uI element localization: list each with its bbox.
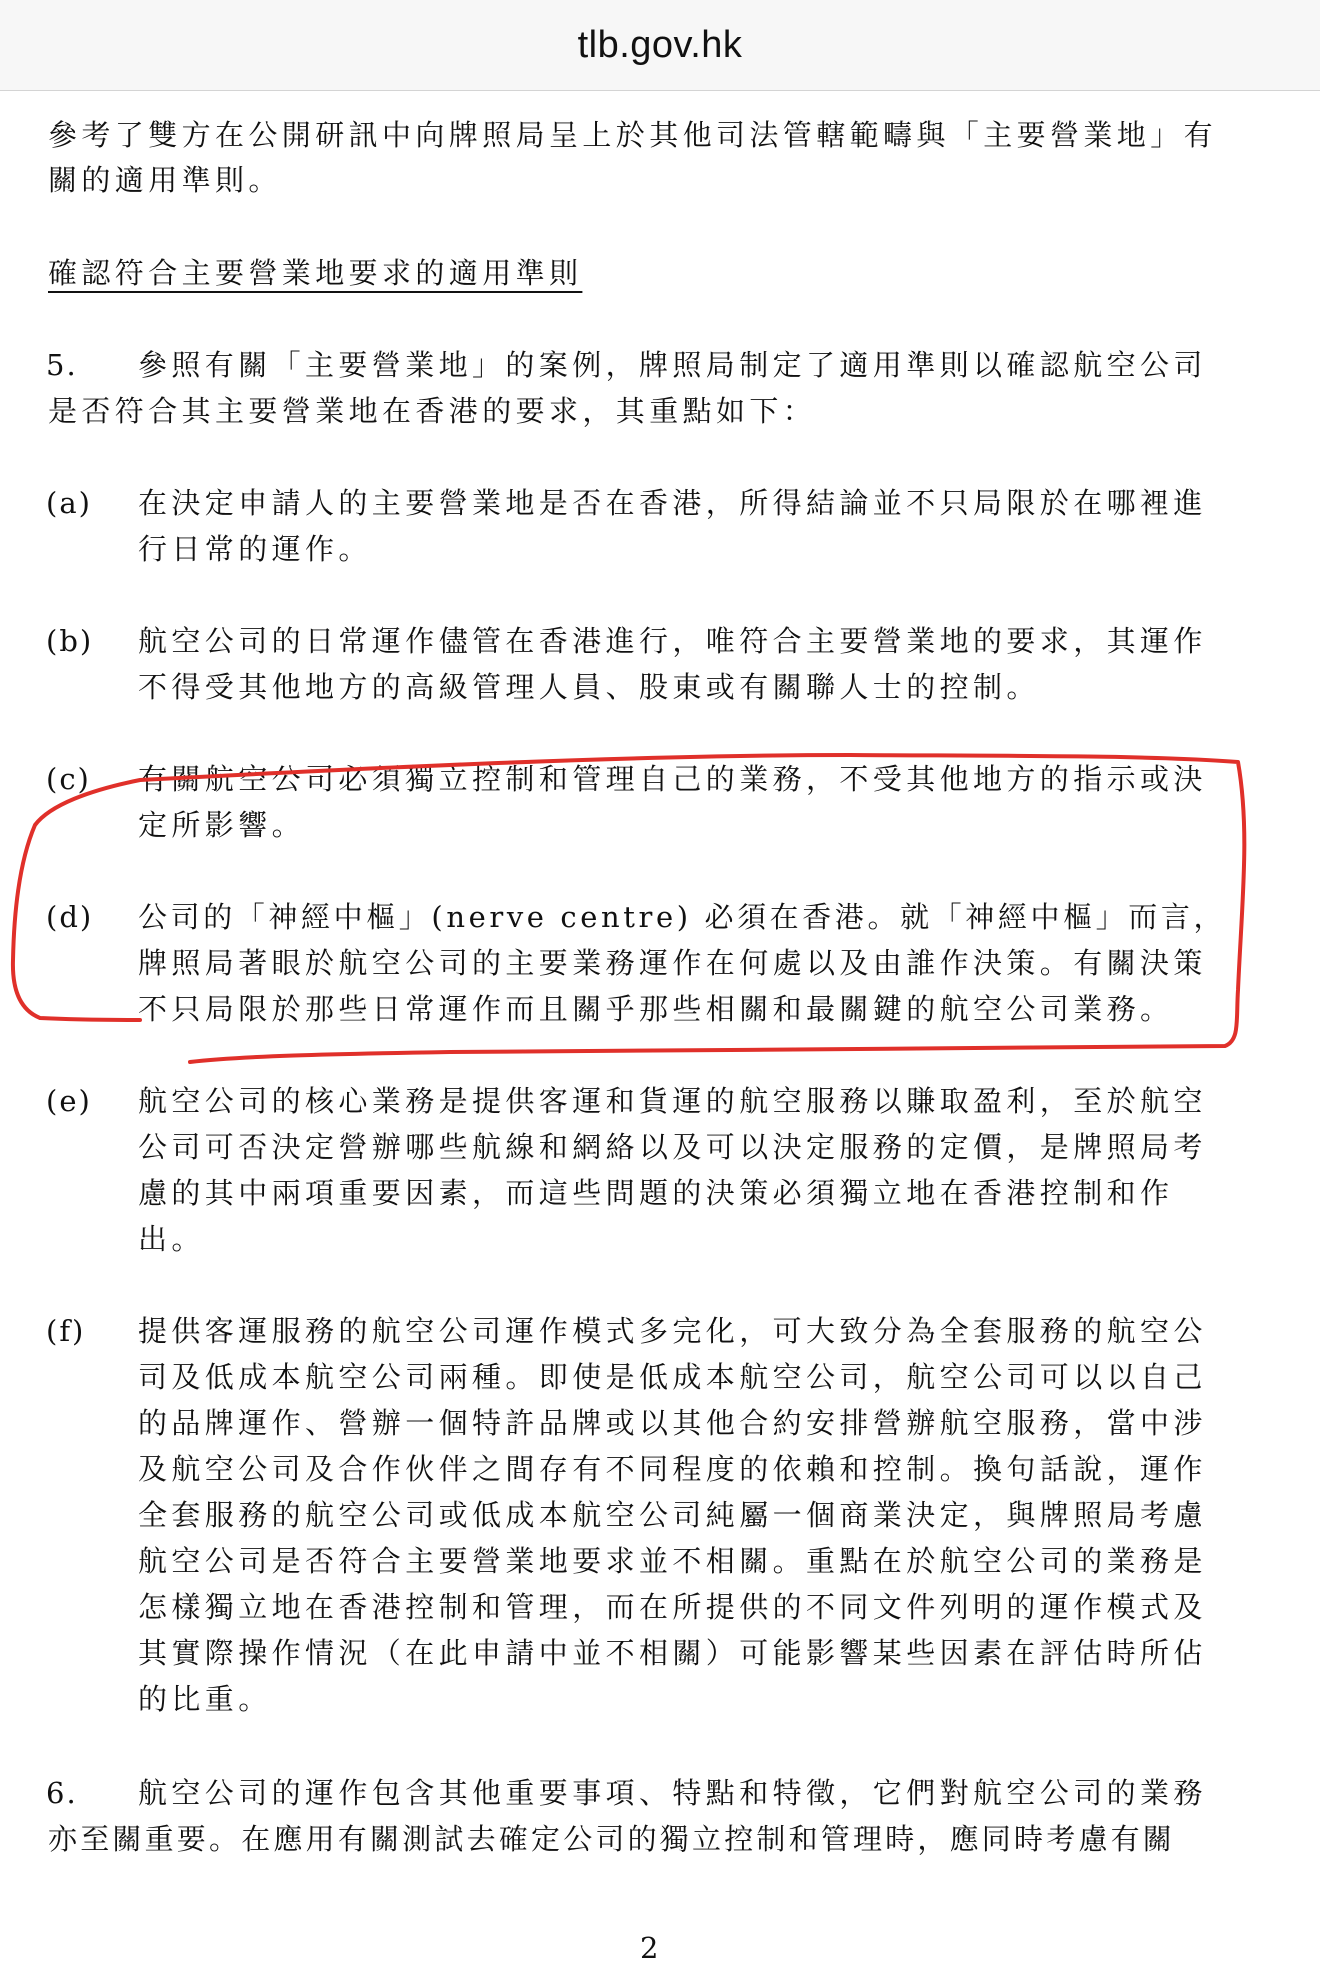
item-label: (c) — [46, 762, 91, 796]
item-label: (a) — [46, 486, 92, 520]
para-number: 5. — [46, 348, 78, 382]
item-line: 公司可否決定營辦哪些航線和網絡以及可以決定服務的定價，是牌照局考 — [138, 1130, 1207, 1164]
item-line: 有關航空公司必須獨立控制和管理自己的業務，不受其他地方的指示或決 — [138, 762, 1207, 796]
item-line: 怎樣獨立地在香港控制和管理，而在所提供的不同文件列明的運作模式及 — [138, 1590, 1207, 1624]
item-line: 航空公司的日常運作儘管在香港進行，唯符合主要營業地的要求，其運作 — [138, 624, 1207, 658]
item-line: 其實際操作情況（在此申請中並不相關）可能影響某些因素在評估時所佔 — [138, 1636, 1207, 1670]
item-line: 航空公司的核心業務是提供客運和貨運的航空服務以賺取盈利，至於航空 — [138, 1084, 1207, 1118]
intro-line: 關的適用準則。 — [48, 163, 282, 197]
item-line: 在決定申請人的主要營業地是否在香港，所得結論並不只局限於在哪裡進 — [138, 486, 1207, 520]
item-line: 慮的其中兩項重要因素，而這些問題的決策必須獨立地在香港控制和作 — [138, 1176, 1174, 1210]
item-line: 定所影響。 — [138, 808, 306, 842]
para-line: 航空公司的運作包含其他重要事項、特點和特徵，它們對航空公司的業務 — [138, 1776, 1207, 1810]
item-line: 行日常的運作。 — [138, 532, 372, 566]
item-line: 的比重。 — [138, 1682, 272, 1716]
item-line: 不得受其他地方的高級管理人員、股東或有關聯人士的控制。 — [138, 670, 1040, 704]
para-line: 是否符合其主要營業地在香港的要求，其重點如下： — [48, 394, 817, 428]
item-line: 司及低成本航空公司兩種。即使是低成本航空公司，航空公司可以以自己 — [138, 1360, 1207, 1394]
item-label: (f) — [46, 1314, 86, 1348]
para-line: 亦至關重要。在應用有關測試去確定公司的獨立控制和管理時，應同時考慮有關 — [48, 1822, 1176, 1856]
document-page — [0, 90, 1320, 1965]
para-line: 參照有關「主要營業地」的案例，牌照局制定了適用準則以確認航空公司 — [138, 348, 1207, 382]
item-label: (b) — [46, 624, 94, 658]
item-label: (d) — [46, 900, 94, 934]
para-number: 6. — [46, 1776, 78, 1810]
item-line: 出。 — [138, 1222, 205, 1256]
item-label: (e) — [46, 1084, 92, 1118]
item-line: 全套服務的航空公司或低成本航空公司純屬一個商業決定，與牌照局考慮 — [138, 1498, 1207, 1532]
item-line: 提供客運服務的航空公司運作模式多完化，可大致分為全套服務的航空公 — [138, 1314, 1207, 1348]
item-line: 牌照局著眼於航空公司的主要業務運作在何處以及由誰作決策。有關決策 — [138, 946, 1207, 980]
address-bar[interactable] — [0, 0, 1320, 91]
item-line: 及航空公司及合作伙伴之間存有不同程度的依賴和控制。換句話說，運作 — [138, 1452, 1207, 1486]
item-line: 的品牌運作、營辦一個特許品牌或以其他合約安排營辦航空服務，當中涉 — [138, 1406, 1207, 1440]
intro-line: 參考了雙方在公開研訊中向牌照局呈上於其他司法管轄範疇與「主要營業地」有 — [48, 118, 1218, 152]
item-line: 不只局限於那些日常運作而且關乎那些相關和最關鍵的航空公司業務。 — [138, 992, 1174, 1026]
item-line: 航空公司是否符合主要營業地要求並不相關。重點在於航空公司的業務是 — [138, 1544, 1207, 1578]
url-text: tlb.gov.hk — [577, 23, 743, 66]
page-number: 2 — [640, 1931, 659, 1965]
section-heading: 確認符合主要營業地要求的適用準則 — [48, 256, 583, 290]
item-line: 公司的「神經中樞」(nerve centre) 必須在香港。就「神經中樞」而言， — [138, 900, 1227, 934]
